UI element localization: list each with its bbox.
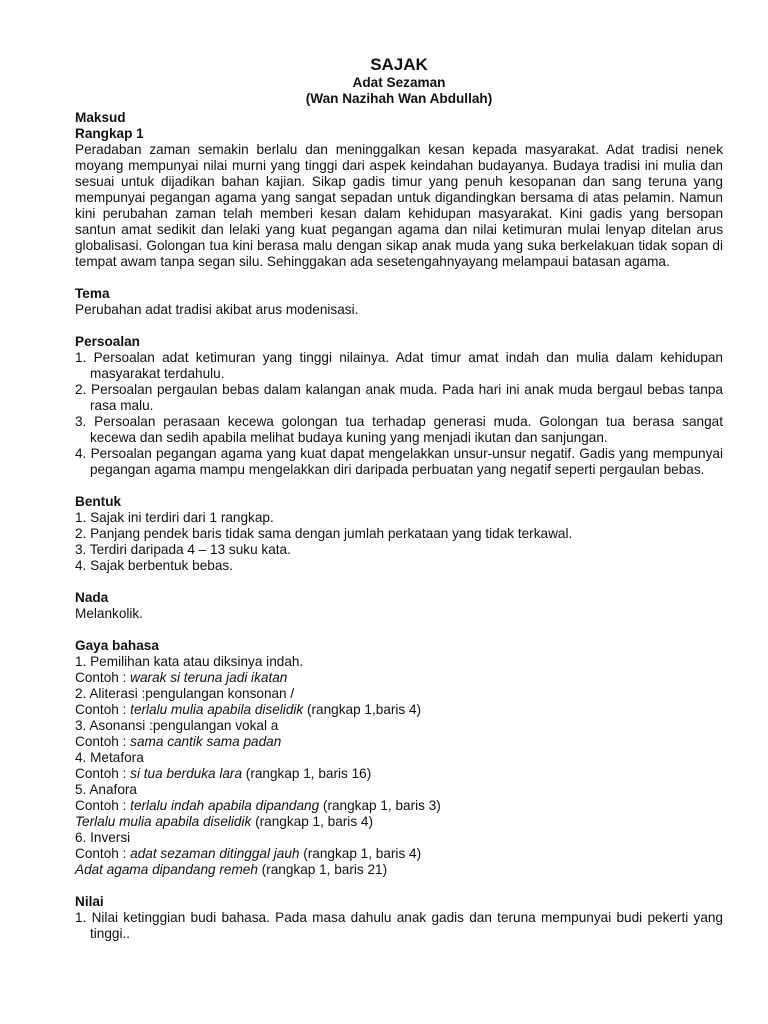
contoh-label: Contoh : <box>75 734 131 749</box>
list-item: 4. Sajak berbentuk bebas. <box>75 558 233 573</box>
section-nilai <box>75 894 723 942</box>
example-ref: (rangkap 1,baris 4) <box>303 702 422 717</box>
example-text: terlalu indah apabila dipandang <box>130 798 320 813</box>
example-text: Terlalu mulia apabila diselidik <box>75 814 252 829</box>
section-persoalan <box>75 334 723 478</box>
maksud-text: Peradaban zaman semakin berlalu dan meninggalkan kesan kepada masyarakat. Adat tradisi nenek moyang mempunyai nilai murni yang tinggi dari aspek keindahan budayanya. Budaya tradisi ini mulia dan sesuai untuk dijadikan bahan kajian. Sikap gadis timur yang penuh kesopanan dan sang teruna yang mempunyai pegangan agama yang sangat sepadan untuk digandingkan bersama di atas pelamin. Namun kini perubahan zaman telah memberi kesan dalam kehidupan masyarakat. Kini gadis yang bersopan santun amat sedikit dan lelaki yang kuat pegangan agama dan nilai ketimuran mulai lenyap ditelan arus globalisasi. Golongan tua kini berasa malu dengan sikap anak muda yang suka berkelakuan tidak sopan di tempat awam tanpa segan silu. Sehinggakan ada sesetengahnyayang melampaui batasan agama. <box>75 142 723 269</box>
gaya-item-title: 6. Inversi <box>75 830 131 845</box>
contoh-label: Contoh : <box>75 798 131 813</box>
section-gaya-bahasa <box>75 638 723 878</box>
example-ref: (rangkap 1, baris 4) <box>251 814 373 829</box>
section-nada <box>75 590 723 622</box>
document-title: SAJAK <box>370 55 428 74</box>
bentuk-heading: Bentuk <box>75 494 122 509</box>
nada-text: Melankolik. <box>75 606 143 621</box>
tema-heading: Tema <box>75 286 110 301</box>
gaya-item-title: 5. Anafora <box>75 782 137 797</box>
bentuk-list <box>75 510 723 574</box>
list-item: 3. Persoalan perasaan kecewa golongan tua terhadap generasi muda. Golongan tua berasa sangat kecewa dan sedih apabila melihat budaya kuning yang menjadi ikutan dan sanjungan. <box>75 414 723 445</box>
example-text: si tua berduka lara <box>130 766 243 781</box>
gaya-example <box>75 670 723 686</box>
gaya-example <box>75 814 723 830</box>
list-item: 2. Panjang pendek baris tidak sama dengan jumlah perkataan yang tidak terkawal. <box>75 526 573 541</box>
example-text: terlalu mulia apabila diselidik <box>130 702 304 717</box>
gaya-item-title: 3. Asonansi :pengulangan vokal a <box>75 718 279 733</box>
contoh-label: Contoh : <box>75 766 131 781</box>
gaya-example <box>75 798 723 814</box>
gaya-example <box>75 766 723 782</box>
gaya-example <box>75 734 723 750</box>
gaya-bahasa-heading: Gaya bahasa <box>75 638 159 653</box>
example-text: sama cantik sama padan <box>130 734 282 749</box>
list-item: 1. Nilai ketinggian budi bahasa. Pada masa dahulu anak gadis dan teruna mempunyai budi pekerti yang tinggi.. <box>75 910 723 941</box>
poem-title: Adat Sezaman <box>352 75 446 90</box>
rangkap-heading: Rangkap 1 <box>75 126 144 141</box>
section-bentuk <box>75 494 723 574</box>
example-ref: (rangkap 1, baris 3) <box>319 798 441 813</box>
gaya-example <box>75 862 723 878</box>
gaya-item-title: 2. Aliterasi :pengulangan konsonan / <box>75 686 295 701</box>
example-text: Adat agama dipandang remeh <box>75 862 258 877</box>
maksud-heading: Maksud <box>75 110 126 125</box>
section-tema <box>75 286 723 318</box>
gaya-item-title: 1. Pemilihan kata atau diksinya indah. <box>75 654 304 669</box>
list-item: 1. Sajak ini terdiri dari 1 rangkap. <box>75 510 274 525</box>
poem-author: (Wan Nazihah Wan Abdullah) <box>305 91 493 106</box>
contoh-label: Contoh : <box>75 846 131 861</box>
example-text: warak si teruna jadi ikatan <box>130 670 288 685</box>
gaya-item-title: 4. Metafora <box>75 750 144 765</box>
list-item: 2. Persoalan pergaulan bebas dalam kalangan anak muda. Pada hari ini anak muda bergaul bebas tanpa rasa malu. <box>75 382 723 413</box>
nada-heading: Nada <box>75 590 109 605</box>
nilai-heading: Nilai <box>75 894 104 909</box>
contoh-label: Contoh : <box>75 702 131 717</box>
gaya-example <box>75 846 723 862</box>
example-text: adat sezaman ditinggal jauh <box>130 846 300 861</box>
tema-text: Perubahan adat tradisi akibat arus modenisasi. <box>75 302 359 317</box>
section-maksud <box>75 110 723 270</box>
gaya-example <box>75 702 723 718</box>
contoh-label: Contoh : <box>75 670 131 685</box>
persoalan-list <box>75 350 723 478</box>
example-ref: (rangkap 1, baris 16) <box>242 766 372 781</box>
example-ref: (rangkap 1, baris 4) <box>299 846 422 861</box>
nilai-list <box>75 910 723 942</box>
list-item: 1. Persoalan adat ketimuran yang tinggi nilainya. Adat timur amat indah dan mulia dalam kehidupan masyarakat terdahulu. <box>75 350 723 381</box>
list-item: 3. Terdiri daripada 4 – 13 suku kata. <box>75 542 291 557</box>
example-ref: (rangkap 1, baris 21) <box>257 862 388 877</box>
list-item: 4. Persoalan pegangan agama yang kuat dapat mengelakkan unsur-unsur negatif. Gadis yang mempunyai pegangan agama mampu mengelakkan diri daripada perbuatan yang negatif seperti pergaulan bebas. <box>75 446 723 477</box>
persoalan-heading: Persoalan <box>75 334 140 349</box>
